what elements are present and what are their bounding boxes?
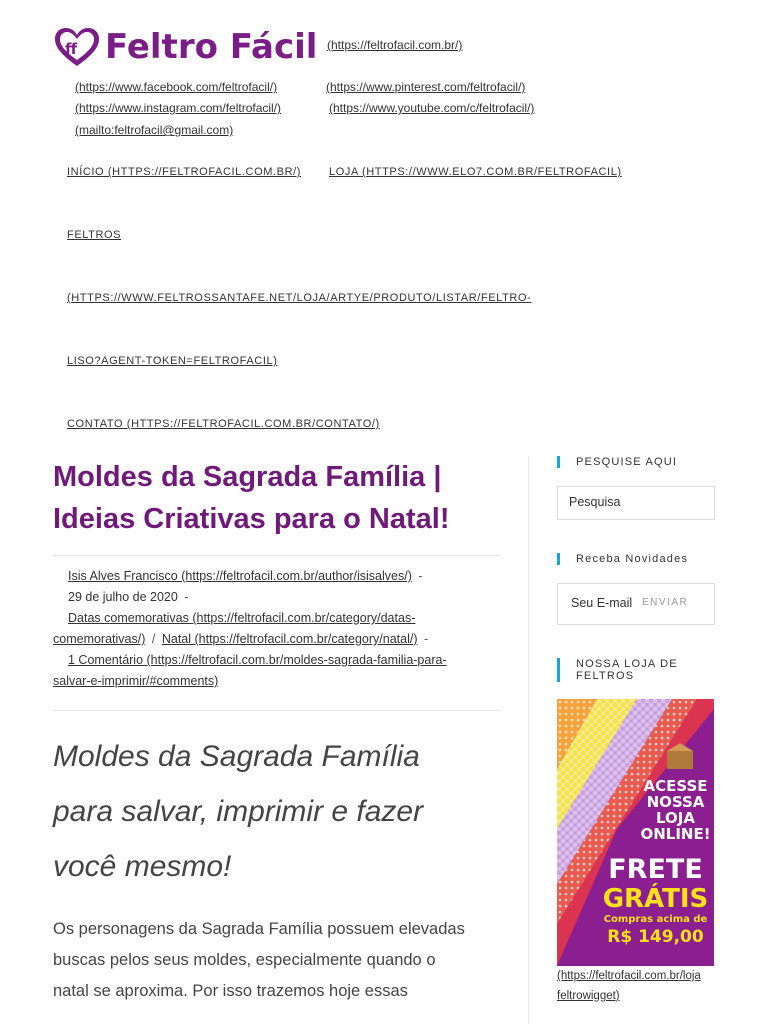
meta-separator: /	[151, 632, 156, 646]
email-link[interactable]: (mailto:feltrofacil@gmail.com)	[75, 123, 234, 137]
banner-acesse-line1: ACESSE	[643, 777, 708, 795]
instagram-link[interactable]: (https://www.instagram.com/feltrofacil/)	[75, 101, 282, 115]
meta-separator: -	[424, 632, 429, 646]
paragraph-line2: buscas pelos seus moldes, especialmente quando o	[53, 951, 436, 969]
banner-acesse-line4: ONLINE!	[640, 825, 711, 843]
banner-link-line2[interactable]: feltrowigget)	[557, 990, 620, 1002]
banner-frete: FRETE	[608, 854, 703, 885]
post-title	[53, 456, 503, 540]
subtitle-line2: para salvar, imprimir e fazer	[53, 795, 424, 828]
store-heading-line1: NOSSA LOJA DE	[576, 658, 678, 670]
heart-logo-icon	[53, 26, 101, 68]
post-title-line1: Moldes da Sagrada Família |	[53, 461, 442, 493]
email-placeholder: Seu E-mail	[571, 596, 633, 610]
site-logo[interactable]	[53, 26, 317, 68]
subtitle-line3: você mesmo!	[53, 850, 232, 883]
comments-link-cont[interactable]: salvar-e-imprimir/#comments)	[53, 674, 219, 688]
search-placeholder: Pesquisa	[569, 495, 621, 509]
comments-link[interactable]: 1 Comentário (https://feltrofacil.com.br/moldes-sagrada-familia-para-	[68, 653, 447, 667]
banner-acesse-line3: LOJA	[656, 809, 695, 827]
banner-link[interactable]	[557, 966, 727, 1006]
nav-feltros-url-line1[interactable]: (HTTPS://WWW.FELTROSSANTAFE.NET/LOJA/ARTYE/PRODUTO/LISTAR/FELTRO-	[67, 292, 532, 304]
nav-inicio[interactable]: INÍCIO (HTTPS://FELTROFACIL.COM.BR/)	[67, 166, 302, 178]
post-subtitle	[53, 729, 503, 894]
meta-separator: -	[184, 590, 189, 604]
divider-top	[53, 555, 501, 556]
author-link[interactable]: Isis Alves Francisco (https://feltrofacil.com.br/author/isisalves/)	[68, 569, 412, 583]
post-article	[53, 456, 503, 1007]
banner-acesse-line2: NOSSA	[646, 793, 705, 811]
post-title-line2: Ideias Criativas para o Natal!	[53, 503, 450, 535]
store-banner[interactable]	[557, 699, 714, 966]
logo-wordmark: Feltro Fácil	[105, 27, 318, 67]
category-link-datas[interactable]: Datas comemorativas (https://feltrofacil.com.br/category/datas-	[68, 611, 416, 625]
nav-feltros-url-line2[interactable]: LISO?AGENT-TOKEN=FELTROFACIL)	[67, 355, 278, 367]
divider-bottom	[53, 710, 501, 711]
facebook-link[interactable]: (https://www.facebook.com/feltrofacil/)	[75, 80, 278, 94]
svg-text:ff: ff	[65, 40, 78, 58]
subtitle-line1: Moldes da Sagrada Família	[53, 740, 420, 773]
email-input[interactable]	[557, 583, 715, 625]
youtube-link[interactable]: (https://www.youtube.com/c/feltrofacil/)	[329, 101, 535, 115]
banner-link-line1[interactable]: (https://feltrofacil.com.br/loja	[557, 970, 701, 982]
paragraph-line3: natal se aproxima. Por isso trazemos hoje essas	[53, 982, 408, 1000]
banner-compras: Compras acima de	[603, 914, 708, 925]
pinterest-link[interactable]: (https://www.pinterest.com/feltrofacil/)	[326, 80, 526, 94]
post-date: 29 de julho de 2020	[68, 590, 178, 604]
sidebar-divider	[528, 456, 529, 1024]
send-button[interactable]: ENVIAR	[642, 597, 689, 608]
search-input[interactable]	[557, 486, 715, 520]
newsletter-heading: Receba Novidades	[557, 553, 688, 565]
logo-link[interactable]: (https://feltrofacil.com.br/)	[327, 38, 463, 52]
banner-acesse	[637, 778, 714, 842]
post-paragraph	[53, 914, 503, 1007]
nav-loja[interactable]: LOJA (HTTPS://WWW.ELO7.COM.BR/FELTROFACIL)	[329, 166, 622, 178]
post-meta	[53, 566, 503, 692]
category-link-datas-cont[interactable]: comemorativas/)	[53, 632, 146, 646]
store-heading-line2: FELTROS	[576, 670, 635, 682]
category-link-natal[interactable]: Natal (https://feltrofacil.com.br/category/natal/)	[161, 632, 418, 646]
banner-gratis: GRÁTIS	[602, 884, 709, 914]
search-heading: PESQUISE AQUI	[557, 456, 677, 468]
nav-contato[interactable]: CONTATO (HTTPS://FELTROFACIL.COM.BR/CONTATO/)	[67, 418, 380, 430]
nav-feltros[interactable]: FELTROS	[67, 229, 122, 241]
meta-separator: -	[418, 569, 423, 583]
paragraph-line1: Os personagens da Sagrada Família possuem elevadas	[53, 920, 465, 938]
store-heading	[557, 658, 678, 682]
banner-price: R$ 149,00	[607, 927, 704, 947]
